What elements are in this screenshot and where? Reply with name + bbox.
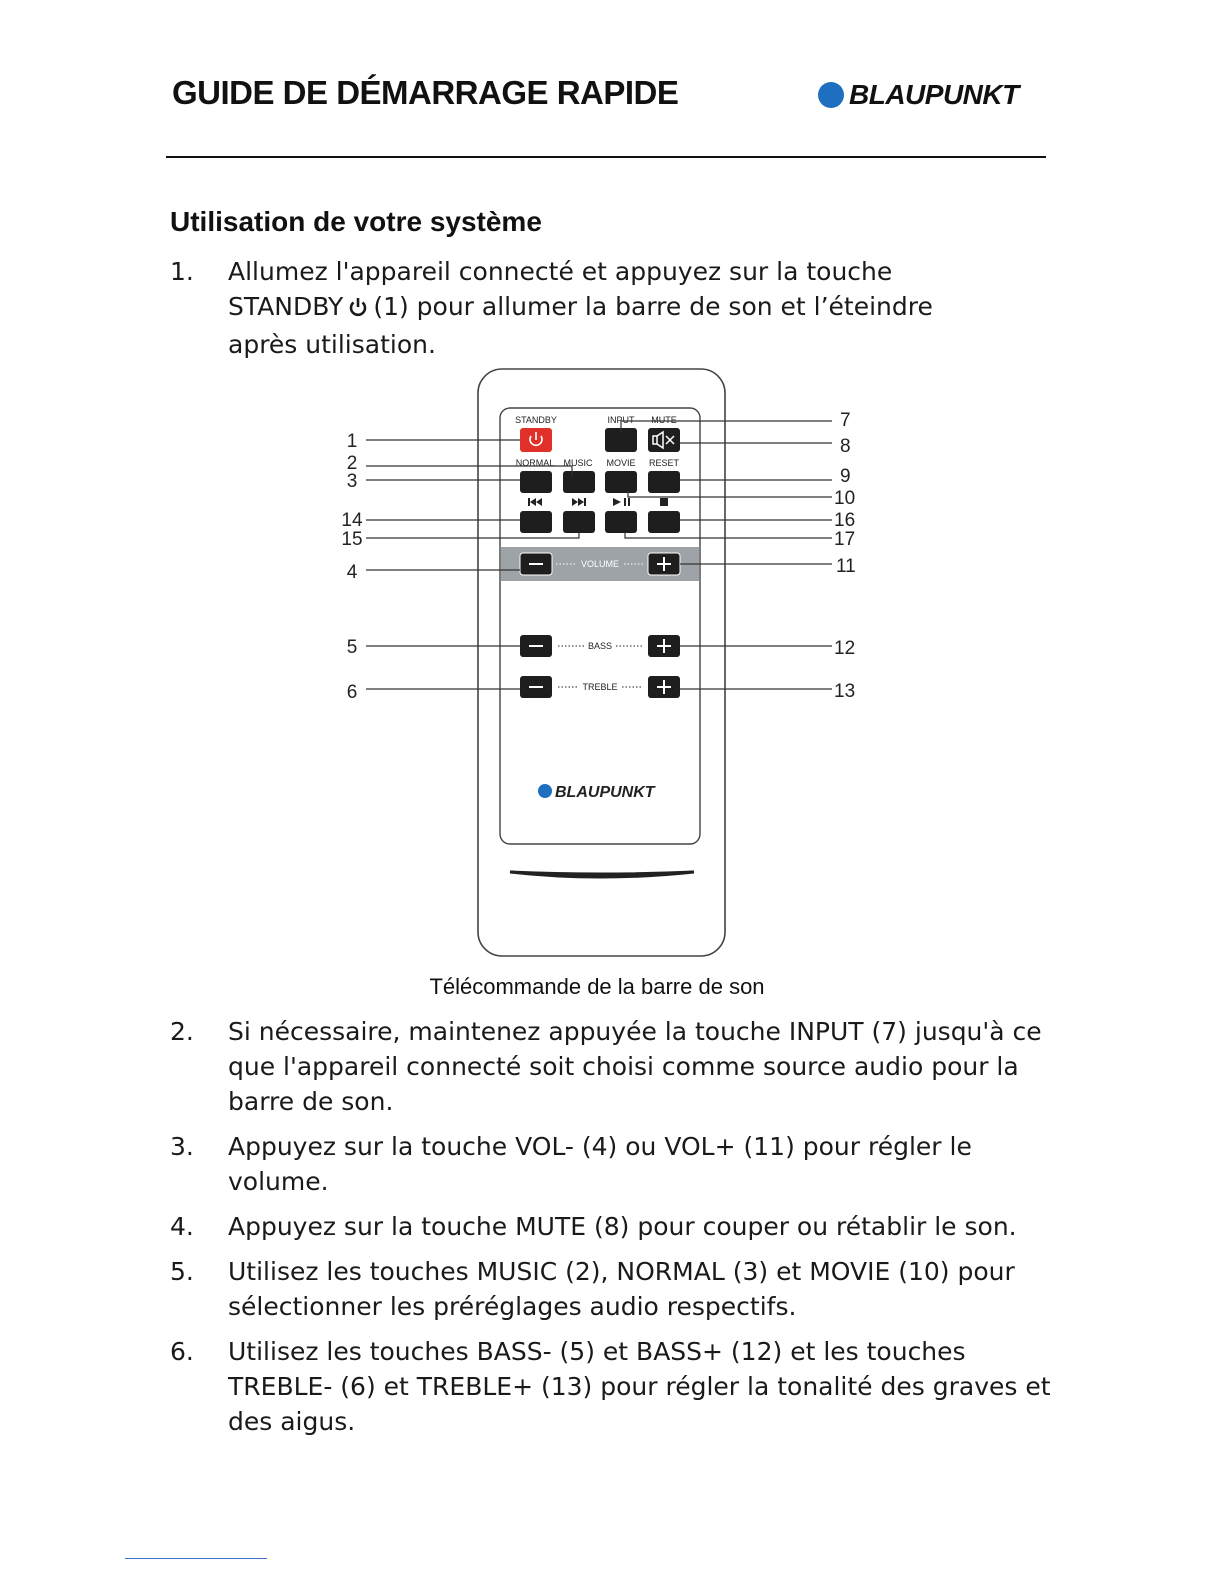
standby-word: STANDBY [228, 292, 344, 321]
label-reset: RESET [648, 458, 680, 468]
callout-7: 7 [840, 410, 851, 431]
label-treble: TREBLE [582, 682, 618, 692]
remote-brand-dot-icon [538, 784, 552, 798]
callout-10: 10 [834, 488, 856, 509]
label-normal: NORMAL [515, 458, 555, 468]
callout-3: 3 [346, 471, 358, 492]
brand-name: BLAUPUNKT [849, 79, 1019, 110]
callout-1: 1 [346, 431, 358, 452]
step-number: 5. [170, 1257, 194, 1286]
callout-15: 15 [341, 529, 363, 550]
step-number: 1. [170, 257, 194, 286]
label-volume: VOLUME [580, 559, 620, 569]
label-standby: STANDBY [515, 415, 557, 425]
step-text: Utilisez les touches BASS- (5) et BASS+ (12) et les touches TREBLE- (6) et TREBLE+ (13) pour régler la tonalité des graves et des aigus. [228, 1337, 1051, 1436]
callout-8: 8 [840, 436, 851, 457]
remote-brand: BLAUPUNKT [555, 784, 655, 801]
stop-button[interactable] [648, 511, 680, 533]
callout-6: 6 [346, 682, 358, 703]
step-text: Utilisez les touches MUSIC (2), NORMAL (3) et MOVIE (10) pour sélectionner les préréglages audio respectifs. [228, 1257, 1015, 1321]
label-music: MUSIC [563, 458, 593, 468]
step-number: 4. [170, 1212, 194, 1241]
music-button[interactable] [563, 471, 595, 493]
page-title: GUIDE DE DÉMARRAGE RAPIDE [172, 74, 679, 111]
callout-16: 16 [834, 510, 856, 531]
step-text-fragment: (1) pour allumer la barre de son et l’éteindre [373, 292, 933, 321]
stop-icon [660, 498, 668, 506]
figure-caption: Télécommande de la barre de son [429, 974, 765, 999]
callout-11: 11 [836, 556, 856, 577]
callout-14: 14 [341, 510, 363, 531]
step-number: 2. [170, 1017, 194, 1046]
callout-2: 2 [346, 453, 358, 474]
callout-12: 12 [834, 638, 856, 659]
callout-13: 13 [834, 681, 856, 702]
normal-button[interactable] [520, 471, 552, 493]
step-number: 3. [170, 1132, 194, 1161]
footnote-separator [125, 1558, 267, 1559]
step-text: Si nécessaire, maintenez appuyée la touche INPUT (7) jusqu'à ce que l'appareil connecté soit choisi comme source audio pour la barre de son. [228, 1017, 1042, 1116]
step-text: Appuyez sur la touche MUTE (8) pour couper ou rétablir le son. [228, 1212, 1017, 1241]
play-pause-button[interactable] [605, 511, 637, 533]
label-input: INPUT [607, 415, 635, 425]
section-title: Utilisation de votre système [170, 206, 542, 237]
label-movie: MOVIE [606, 458, 636, 468]
label-mute: MUTE [651, 415, 677, 425]
label-bass: BASS [587, 641, 613, 651]
callout-5: 5 [346, 637, 358, 658]
callout-17: 17 [834, 529, 856, 550]
callout-9: 9 [840, 466, 851, 487]
step-text-line: après utilisation. [228, 330, 436, 359]
prev-button[interactable] [520, 511, 552, 533]
callout-4: 4 [346, 562, 358, 583]
reset-button[interactable] [648, 471, 680, 493]
step-text: Appuyez sur la touche VOL- (4) ou VOL+ (11) pour régler le volume. [228, 1132, 972, 1196]
step-number: 6. [170, 1337, 194, 1366]
movie-button[interactable] [605, 471, 637, 493]
next-button[interactable] [563, 511, 595, 533]
step-text-line: Allumez l'appareil connecté et appuyez sur la touche [228, 257, 893, 286]
